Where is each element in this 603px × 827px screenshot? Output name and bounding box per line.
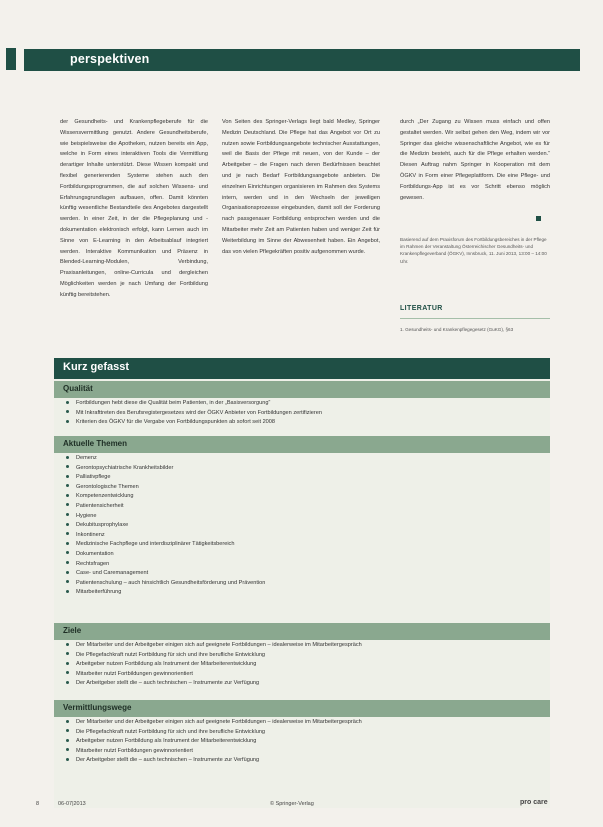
list-item [60,747,545,757]
section-heading-vermittlungswege [54,700,550,717]
list-item [60,483,545,493]
list-item-text: Die Pflegefachkraft nutzt Fortbildung für sich und ihre berufliche Entwicklung [76,651,266,658]
list-item [60,492,545,502]
list-item [60,679,545,689]
list-item-text: Kriterien des ÖGKV für die Vergabe von Fortbildungspunkten ab sofort seit 2008 [76,419,276,426]
list-item [60,560,545,570]
list-item [60,756,545,766]
section-heading-qualitaet [54,381,550,398]
list-item [60,531,545,541]
list-item [60,718,545,728]
literature-divider [400,318,550,319]
bullet-icon [66,513,69,516]
list-qualitaet [60,399,545,428]
section-heading-label: Vermittlungswege [63,703,132,712]
list-item [60,502,545,512]
section-heading-label: Aktuelle Themen [63,439,128,448]
list-item [60,473,545,483]
list-item [60,418,545,428]
list-item-text: Hygiene [76,512,97,519]
bullet-icon [66,542,69,545]
list-item-text: Inkontinenz [76,531,105,538]
bullet-icon [66,729,69,732]
bullet-icon [66,475,69,478]
list-item [60,737,545,747]
bullet-icon [66,532,69,535]
list-item [60,651,545,661]
section-header [24,49,580,71]
article-column-2 [222,117,380,257]
section-heading-ziele [54,623,550,640]
bullet-icon [66,465,69,468]
list-item [60,521,545,531]
bullet-icon [66,643,69,646]
bullet-icon [66,681,69,684]
list-themen [60,454,545,598]
list-item-text: Der Mitarbeiter und der Arbeitgeber einigen sich auf geeignete Fortbildungen – idealerweise im Mitarbeitergespräch [76,642,362,648]
bullet-icon [66,401,69,404]
bullet-icon [66,758,69,761]
list-item [60,454,545,464]
bullet-icon [66,590,69,593]
list-item-text: Die Pflegefachkraft nutzt Fortbildung für sich und ihre berufliche Entwicklung [76,728,266,735]
summary-box-header [54,358,550,379]
list-item-text: Palliativpflege [76,474,111,481]
bullet-icon [66,410,69,413]
list-ziele [60,641,545,689]
event-caption: Basierend auf dem Praxisforum des Fortbildungsbereiches in der Pflege im Rahmen der Veranstaltung Österreichischer Gesundheits- und Krankenpflegeverband (ÖGKV), Innsbruck, 11. Juni 2013, 13:00 – 14:00 Uhr. [400,237,547,264]
literature-item: 1. Gesundheits- und Krankenpflegegesetz (GuKG), §63 [400,327,514,332]
list-item-text: Der Arbeitgeber stellt die – auch technischen – Instrumente zur Verfügung [76,757,260,764]
bullet-icon [66,671,69,674]
publisher-copyright: © Springer-Verlag [270,801,314,807]
list-item-text: Arbeitgeber nutzen Fortbildung als Instrument der Mitarbeiterentwicklung [76,738,257,745]
bullet-icon [66,662,69,665]
bullet-icon [66,739,69,742]
list-item-text: Case- und Caremanagement [76,570,149,577]
bullet-icon [66,420,69,423]
list-item [60,512,545,522]
bullet-icon [66,571,69,574]
list-item-text: Patientensicherheit [76,502,124,509]
page-number: 8 [36,801,40,807]
list-item [60,670,545,680]
list-item-text: Mitarbeiter nutzt Fortbildungen gewinnorientiert [76,670,193,677]
section-heading-label: Ziele [63,626,82,635]
list-item [60,409,545,419]
section-title: perspektiven [70,52,150,66]
journal-name: pro care [520,799,548,806]
list-vermittlungswege [60,718,545,766]
bullet-icon [66,580,69,583]
bullet-icon [66,503,69,506]
list-item-text: Dokumentation [76,550,114,557]
bullet-icon [66,523,69,526]
bullet-icon [66,652,69,655]
list-item-text: Fortbildungen hebt diese die Qualität beim Patienten, in der „Basisversorgung“ [76,400,271,406]
summary-box-title: Kurz gefasst [63,361,130,373]
list-item [60,728,545,738]
bullet-icon [66,561,69,564]
list-item [60,641,545,651]
list-item-text: Rechtsfragen [76,560,110,567]
list-item [60,550,545,560]
list-item-text: Mitarbeiterführung [76,589,122,596]
bullet-icon [66,456,69,459]
list-item [60,399,545,409]
list-item-text: Dekubitusprophylaxe [76,522,129,529]
list-item-text: Der Arbeitgeber stellt die – auch technischen – Instrumente zur Verfügung [76,680,260,687]
list-item-text: Der Mitarbeiter und der Arbeitgeber einigen sich auf geeignete Fortbildungen – idealerweise im Mitarbeitergespräch [76,719,362,725]
section-heading-label: Qualität [63,384,93,393]
literature-heading: LITERATUR [400,305,443,312]
list-item [60,588,545,598]
section-marker [6,48,16,70]
list-item [60,464,545,474]
list-item-text: Gerontologische Themen [76,483,139,490]
list-item-text: Medizinische Fachpflege und interdisziplinärer Tätigkeitsbereich [76,541,235,548]
article-column-1 [60,117,208,301]
list-item-text: Kompetenzentwicklung [76,493,134,500]
bullet-icon [66,484,69,487]
list-item-text: Mit Inkrafttreten des Berufsregistergesetzes wird der ÖGKV Anbieter von Fortbildungen zertifizieren [76,409,322,416]
list-item-text: Demenz [76,455,97,461]
list-item-text: Gerontopsychiatrische Krankheitsbilder [76,464,174,471]
list-item-text: Mitarbeiter nutzt Fortbildungen gewinnorientiert [76,747,193,754]
article-end-mark [536,216,541,221]
list-item [60,540,545,550]
bullet-icon [66,748,69,751]
list-item [60,569,545,579]
list-item-text: Patientenschulung – auch hinsichtlich Gesundheitsförderung und Prävention [76,579,266,586]
list-item [60,579,545,589]
issue-number: 06-07|2013 [58,801,86,807]
list-item-text: Arbeitgeber nutzen Fortbildung als Instrument der Mitarbeiterentwicklung [76,661,257,668]
bullet-icon [66,551,69,554]
bullet-icon [66,720,69,723]
list-item [60,660,545,670]
column-text: Von Seiten des Springer-Verlags liegt bald Medley, Springer Medizin Deutschland. Die Pflege hat das Angebot vor Ort zu nutzen sowie Fortbildungsangebote technischer Ausstattungen, weil die Basis der Pflege mit neuen, von der Kunde – der Arbeitgeber – die Fragen nach deren Bedürfnissen beachtet und je nach Bedarf Fortbildungsangebote anbieten. Die einzelnen Einrichtungen organisieren im Rahmen des Systems intern, werden und in den Wechseln der jeweiligen Organisationsprozesse eingebunden, damit soll der Forderung nach passgenauer Fortbildung entsprochen werden und die Mitarbeiter mehr Zeit am Patienten haben und weniger Zeit für Weiterbildung im Sinne der Abwesenheit haben. Ein Angebot, das von vielen Pflegekräften positiv aufgenommen wurde. [222,119,380,255]
bullet-icon [66,494,69,497]
section-heading-themen [54,436,550,453]
column-text: der Gesundheits- und Krankenpflegeberufe für die Wissensvermittlung genutzt. Andere Gesundheitsberufe, wie beispielsweise die Apotheken, nutzen bereits ein App, welche in Form eines interaktiven Tools die Vermittlung derartiger Inhalte unterstützt. Diese Wissen kompakt und flexibel generierenden Systeme stehen auch den Fortbildungsprogrammen, die auf solchen Wissens- und Erfahrungsgrundlagen aufbauen, offen. Damit könnten künftig wesentliche Bestandteile des Angebotes dargestellt werden. In einer Zeit, in der die Pflegeplanung und -dokumentation elektronisch erfolgt, kann Lernen auch im Sinne von E-Learning in den Arbeitsablauf integriert werden. Interaktive Kommunikation und Präsenz in Blended-Learning-Modulen, Verbindung, Praxisanleitungen, online-Curricula und dergleichen Möglichkeiten werden je nach Umfang der Fortbildung künftig bereitstehen. [60,119,208,298]
column-text: durch „Der Zugang zu Wissen muss einfach und offen gestaltet werden. Wir selbst gehen den Weg, indem wir vor Springer das gleiche wissenschaftliche Angebot, wie es für die Medizin besteht, auch für die Pflege erhalten werden.“ Diesen Auftrag nahm Springer in Kooperation mit dem ÖGKV in Form einer Pflegeplattform. Die eine Pflege- und Fortbildungs-App ist es vor Schritt ebenso möglich gewesen. [400,119,550,201]
article-column-3 [400,117,550,203]
